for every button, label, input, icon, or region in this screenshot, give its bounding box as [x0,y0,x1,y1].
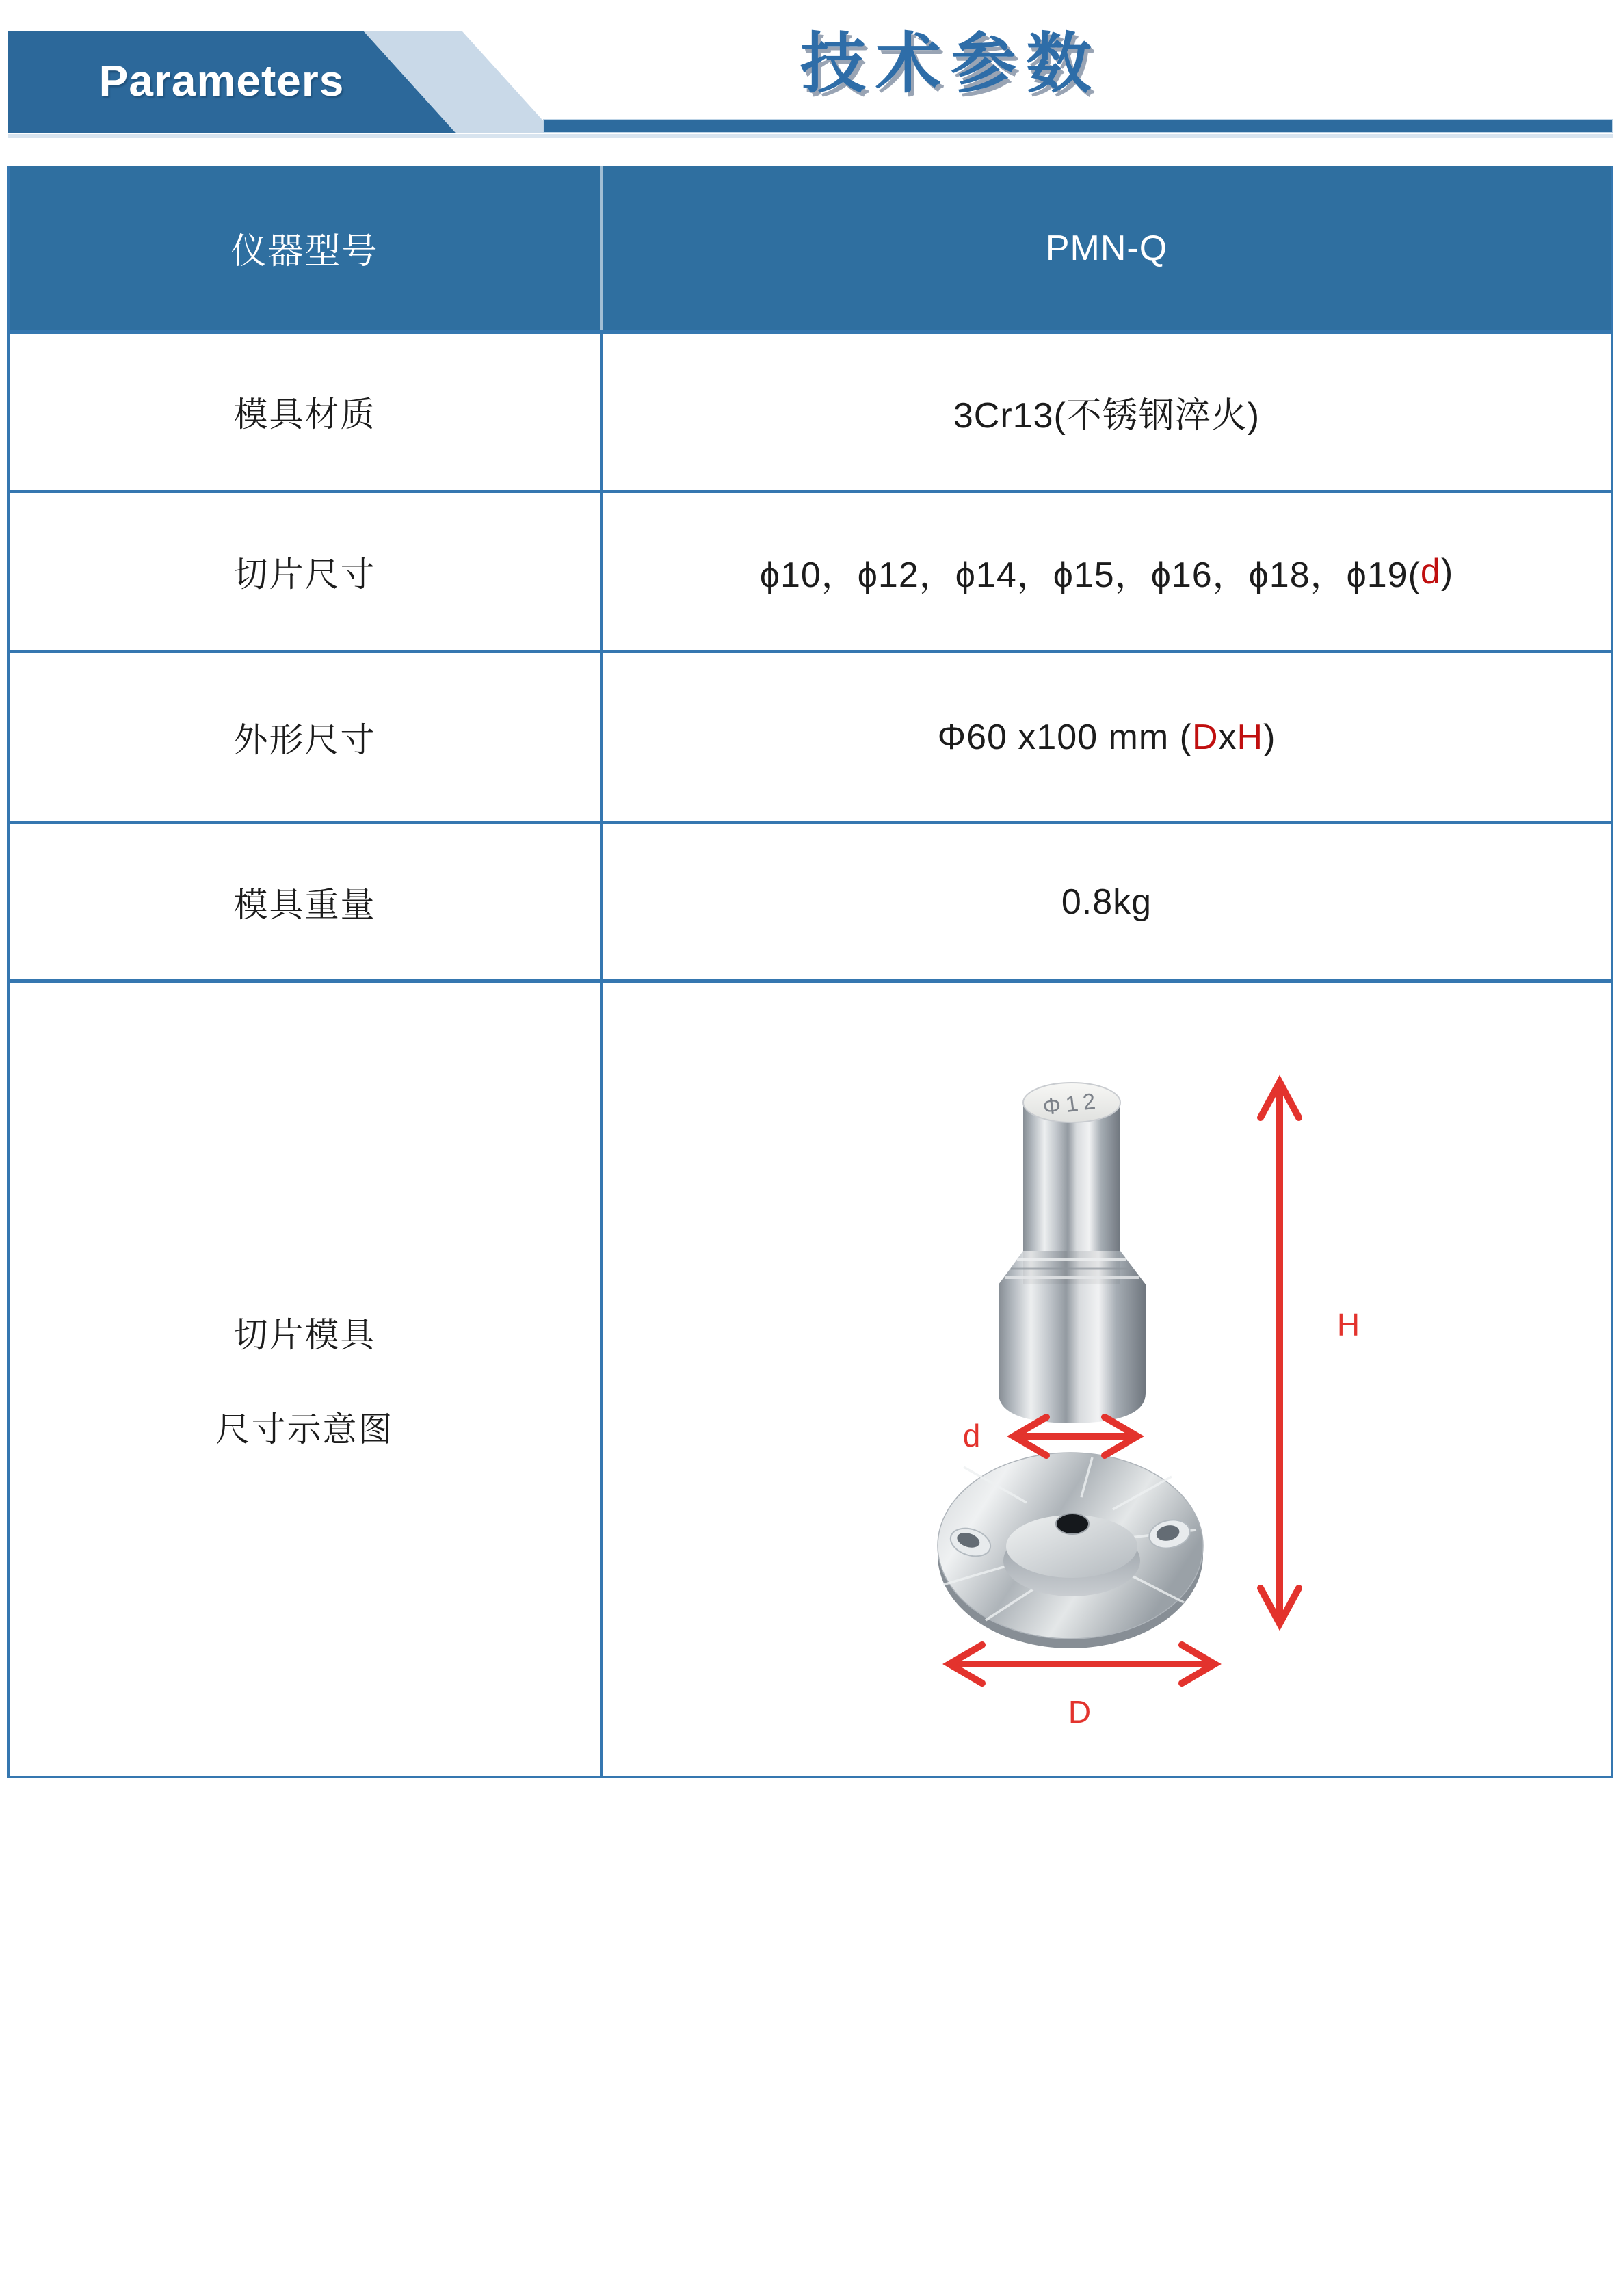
slice-size-text: ϕ10，ϕ12，ϕ14，ϕ15，ϕ16，ϕ18，ϕ19( [759,555,1421,595]
punch-tip-cylinder [1023,1103,1120,1252]
spec-value-outer-size [603,653,1611,821]
header-underline-bar [544,120,1613,133]
table-row-outer-size [10,650,1611,821]
spec-value-material: 3Cr13(不锈钢淬火) [953,395,1261,436]
header-underline-hairline [8,134,1613,138]
spec-label-material: 模具材质 [10,334,603,490]
spec-label-slice-size: 切片尺寸 [10,493,603,650]
table-row-model [10,166,1611,330]
dimension-label-d: d [962,1418,981,1453]
outer-size-H-red: H [1237,717,1264,757]
spec-table [7,166,1613,1778]
spec-label-weight: 模具重量 [10,824,603,979]
diagram-label-line2: 尺寸示意图 [215,1410,394,1449]
outer-size-D-red: D [1191,717,1219,757]
outer-size-x: x [1218,717,1237,757]
mold-diagram-cell [603,983,1611,1776]
diagram-label-stack [216,1308,394,1451]
dimension-label-h: H [1336,1307,1361,1343]
table-row-material [10,330,1611,490]
spec-label-outer-size: 外形尺寸 [10,653,603,821]
slice-size-d-red: d [1420,551,1441,592]
outer-size-text: Φ60 x100 mm ( [937,717,1192,757]
punch-illustration [999,1083,1146,1423]
spec-label-diagram [10,983,603,1776]
base-disc-illustration [938,1453,1203,1648]
page-title: 技术参数 [800,27,1101,101]
table-row-diagram [10,979,1611,1776]
spec-value-slice-size [603,493,1611,650]
outer-size-close-paren: ) [1263,717,1276,757]
slice-size-close-paren: ) [1440,551,1454,592]
mold-diagram-image [603,983,1611,1776]
table-row-slice-size [10,490,1611,650]
dimension-arrow-big-d [949,1645,1215,1683]
punch-stamp-text: Φ12 [1041,1087,1102,1120]
diagram-label-line1: 切片模具 [233,1315,376,1354]
disc-center-hole [1056,1514,1089,1534]
banner-label: Parameters [98,56,345,105]
table-row-weight [10,821,1611,979]
dimension-arrow-h [1261,1082,1299,1624]
spec-value-model: PMN-Q [1045,228,1168,268]
spec-label-model: 仪器型号 [10,166,603,330]
dimension-label-big-d: D [1068,1694,1092,1730]
punch-body-cylinder [999,1284,1146,1423]
spec-value-weight: 0.8kg [1061,882,1152,922]
